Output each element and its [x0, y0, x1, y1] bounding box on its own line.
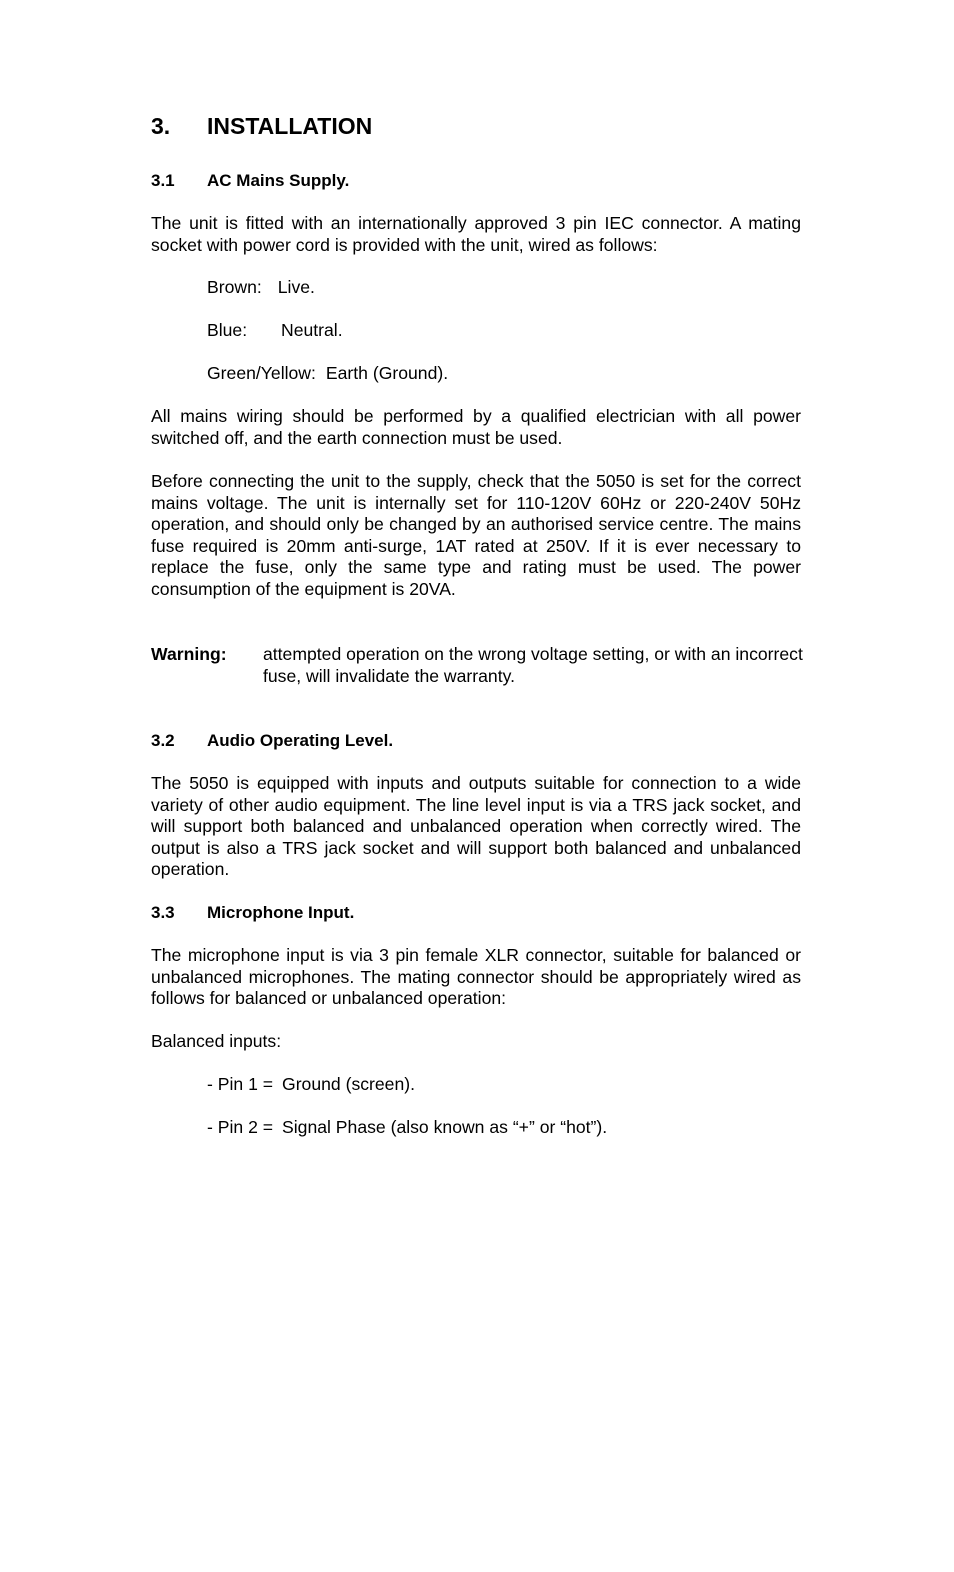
wire-value: Earth (Ground). — [325, 363, 449, 383]
wire-item-blue — [207, 320, 343, 342]
wire-value: Neutral. — [281, 320, 343, 340]
pin-label: - Pin 2 = — [207, 1117, 274, 1137]
wiring-paragraph: All mains wiring should be performed by a qualified electrician with all power switched off, and the earth connection must be used. — [151, 406, 801, 448]
subsection-number-3-1: 3.1 — [151, 171, 175, 190]
subsection-number-3-3: 3.3 — [151, 903, 175, 922]
wire-item-brown — [207, 277, 315, 299]
subsection-number-3-2: 3.2 — [151, 731, 175, 750]
warning-label: Warning: — [151, 644, 227, 664]
wire-label: Brown: — [207, 277, 262, 297]
pin-label: - Pin 1 = — [207, 1074, 274, 1094]
wire-value: Live. — [277, 277, 315, 297]
pin-item-2 — [207, 1117, 607, 1139]
pin-value: Signal Phase (also known as “+” or “hot”). — [282, 1117, 608, 1137]
section-title: INSTALLATION — [207, 113, 373, 139]
voltage-paragraph: Before connecting the unit to the supply, check that the 5050 is set for the correct mains voltage. The unit is internally set for 110-120V 60Hz or 220-240V 50Hz operation, and should only be changed by an authorised service centre. The mains fuse required is 20mm anti-surge, 1AT rated at 250V. If it is ever necessary to replace the fuse, only the same type and rating must be used. The power consumption of the equipment is 20VA. — [151, 471, 801, 599]
wire-item-green-yellow — [207, 363, 448, 385]
microphone-paragraph: The microphone input is via 3 pin female XLR connector, suitable for balanced or unbalanced microphones. The mating connector should be appropriately wired as follows for balanced or unbalanced operation: — [151, 945, 801, 1008]
pin-value: Ground (screen). — [282, 1074, 415, 1094]
pin-item-1 — [207, 1074, 415, 1096]
intro-paragraph: The unit is fitted with an internationally approved 3 pin IEC connector. A mating socket with power cord is provided with the unit, wired as follows: — [151, 213, 801, 255]
wire-label: Blue: — [207, 320, 248, 340]
subsection-title-3-2: Audio Operating Level. — [207, 731, 394, 750]
wire-label: Green/Yellow: — [207, 363, 316, 383]
subsection-title-3-3: Microphone Input. — [207, 903, 355, 922]
subsection-title-3-1: AC Mains Supply. — [207, 171, 350, 190]
balanced-inputs-label: Balanced inputs: — [151, 1031, 282, 1051]
section-number: 3. — [151, 113, 171, 139]
warning-text: attempted operation on the wrong voltage setting, or with an incorrect fuse, will invalidate the warranty. — [263, 644, 803, 686]
audio-level-paragraph: The 5050 is equipped with inputs and outputs suitable for connection to a wide variety of other audio equipment. The line level input is via a TRS jack socket, and will support both balanced and unbalanced operation when correctly wired. The output is also a TRS jack socket and will support both balanced and unbalanced operation. — [151, 773, 801, 879]
